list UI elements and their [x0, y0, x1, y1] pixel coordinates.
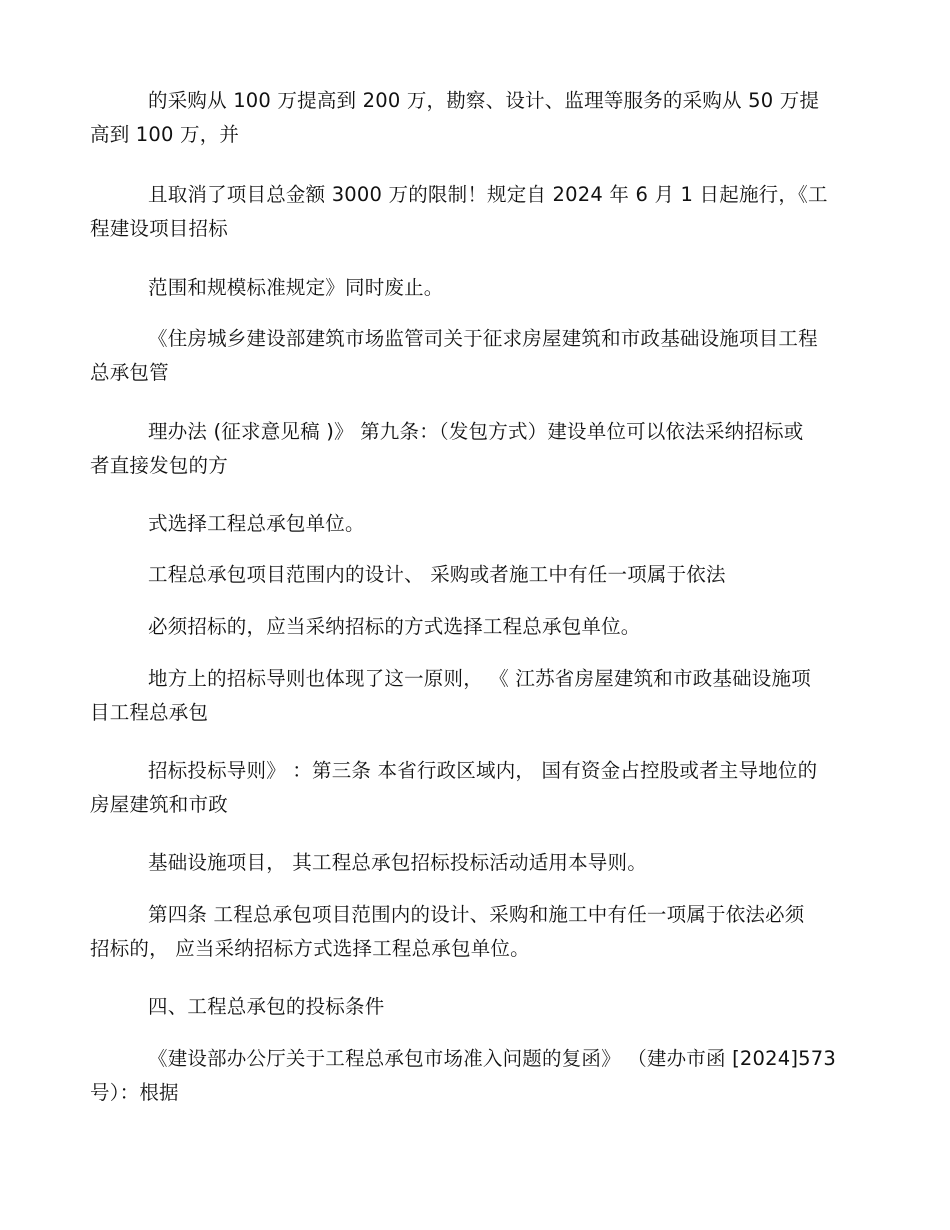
paragraph-line: 必须招标的，应当采纳招标的方式选择工程总承包单位。	[148, 615, 641, 638]
paragraph-5	[90, 415, 865, 483]
paragraph-line: 《住房城乡建设部建筑市场监管司关于征求房屋建筑和市政基础设施项目工程	[148, 327, 818, 350]
paragraph-line: 工程总承包项目范围内的设计、 采购或者施工中有任一项属于依法	[148, 563, 726, 586]
paragraph-line: 招标投标导则》 ：第三条 本省行政区域内， 国有资金占控股或者主导地位的	[148, 759, 818, 782]
paragraph-line: 理办法 (征求意见稿 )》 第九条：（发包方式）建设单位可以依法采纳招标或	[148, 420, 804, 443]
paragraph-1	[90, 84, 865, 152]
paragraph-line: 目工程总承包	[90, 701, 209, 724]
paragraph-line: 式选择工程总承包单位。	[148, 512, 365, 535]
paragraph-line: 程建设项目招标	[90, 217, 228, 240]
paragraph-line: 房屋建筑和市政	[90, 793, 228, 816]
paragraph-11	[90, 846, 865, 880]
paragraph-14	[90, 1042, 865, 1110]
paragraph-line: 《建设部办公厅关于工程总承包市场准入问题的复函》 （建办市函 [2024]573	[148, 1047, 836, 1070]
paragraph-3	[90, 271, 865, 305]
paragraph-line: 总承包管	[90, 361, 169, 384]
paragraph-line: 基础设施项目， 其工程总承包招标投标活动适用本导则。	[148, 851, 647, 874]
paragraph-12	[90, 898, 865, 966]
paragraph-line: 者直接发包的方	[90, 454, 228, 477]
paragraph-4	[90, 322, 865, 390]
paragraph-line: 且取消了项目总金额 3000 万的限制！规定自 2024 年 6 月 1 日起施行，《工	[148, 183, 828, 206]
paragraph-6	[90, 507, 865, 541]
paragraph-line: 招标的， 应当采纳招标方式选择工程总承包单位。	[90, 937, 530, 960]
paragraph-line: 号）：根据	[90, 1081, 179, 1104]
paragraph-10	[90, 754, 865, 822]
paragraph-line: 的采购从 100 万提高到 200 万，勘察、设计、监理等服务的采购从 50 万提	[148, 89, 820, 112]
paragraph-8	[90, 610, 865, 644]
paragraph-7	[90, 558, 865, 592]
paragraph-line: 范围和规模标准规定》同时废止。	[148, 276, 444, 299]
paragraph-line: 第四条 工程总承包项目范围内的设计、采购和施工中有任一项属于依法必须	[148, 903, 805, 926]
section-heading	[90, 990, 865, 1024]
paragraph-line: 地方上的招标导则也体现了这一原则， 《 江苏省房屋建筑和市政基础设施项	[148, 667, 811, 690]
paragraph-line: 四、工程总承包的投标条件	[148, 995, 385, 1018]
paragraph-line: 高到 100 万，并	[90, 123, 240, 146]
paragraph-9	[90, 662, 865, 730]
paragraph-2	[90, 178, 865, 246]
